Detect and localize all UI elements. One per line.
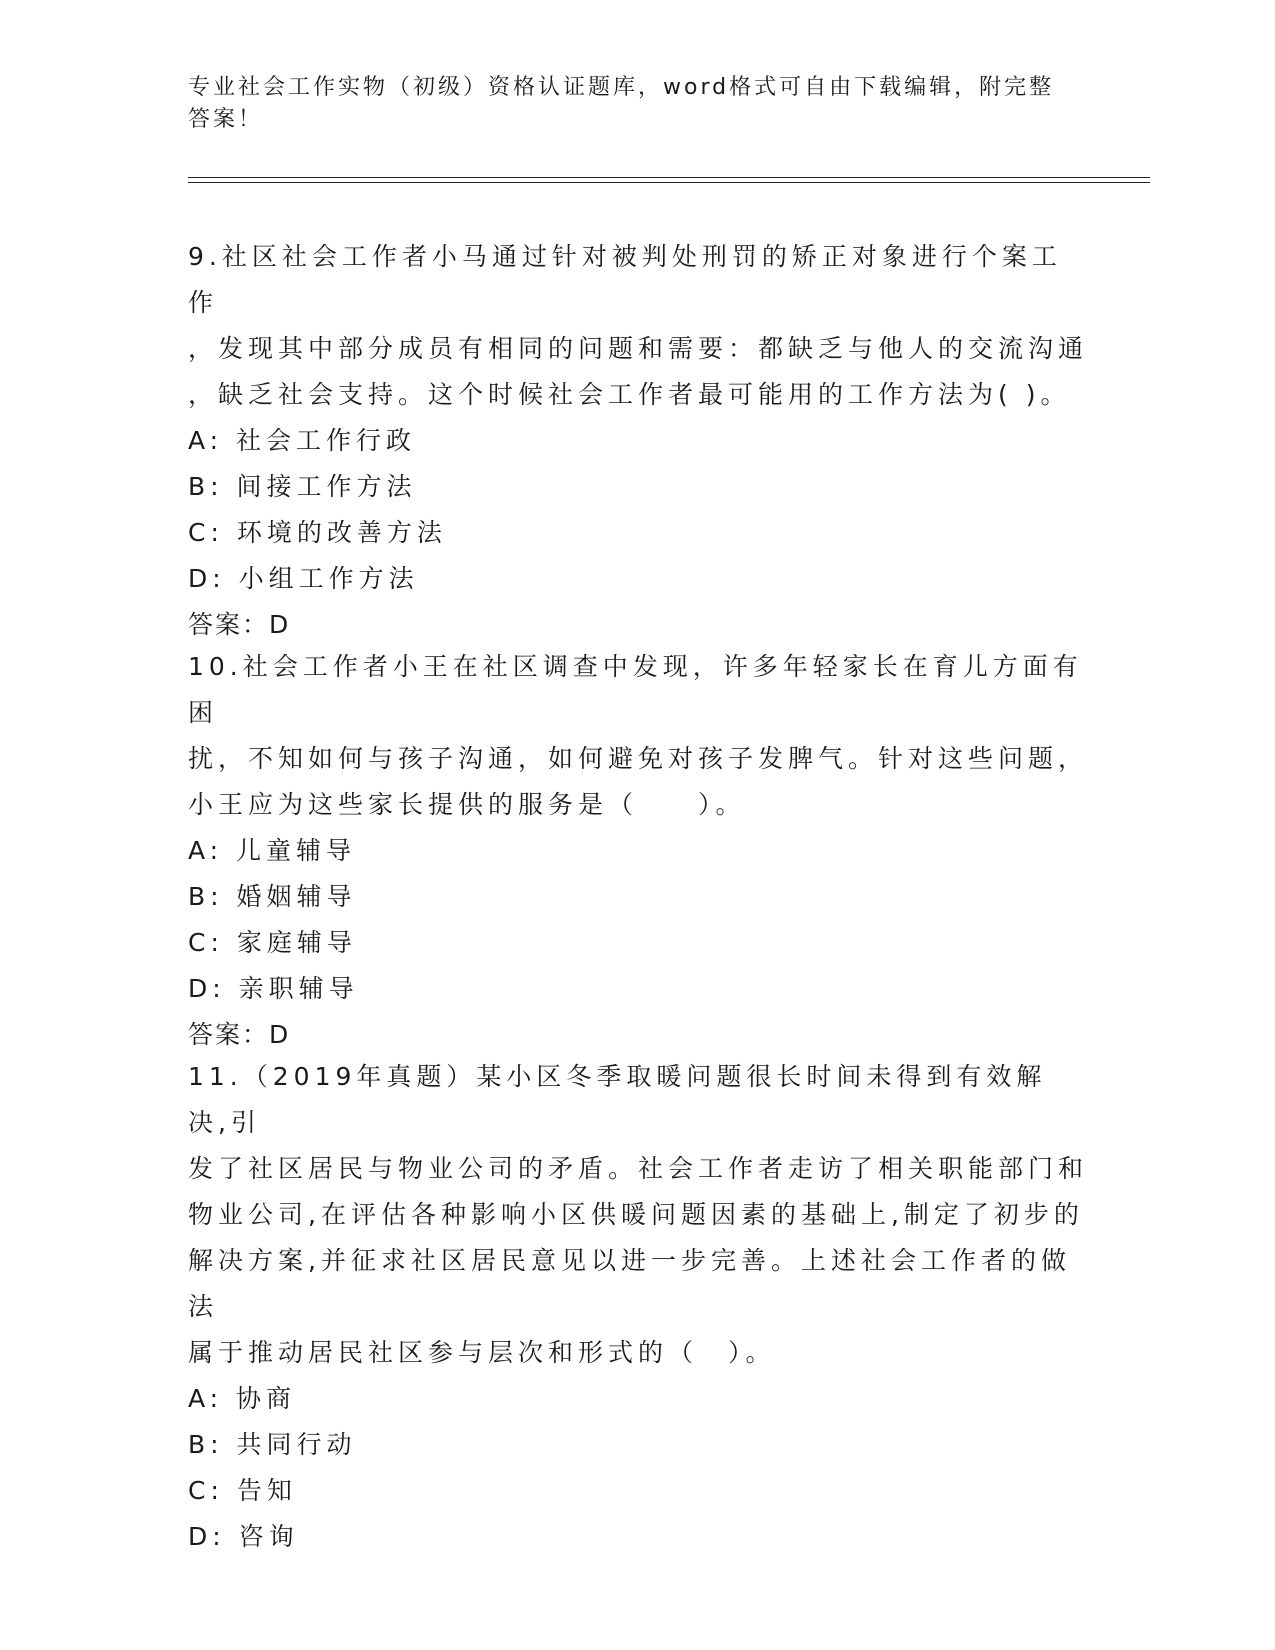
question-stem-line: 发了社区居民与物业公司的矛盾。社会工作者走访了相关职能部门和 [188, 1154, 1089, 1183]
option-d: D: 亲职辅导 [188, 974, 359, 1003]
option-d: D: 小组工作方法 [188, 564, 419, 593]
option-b: B: 间接工作方法 [188, 472, 417, 501]
document-header: 专业社会工作实物（初级）资格认证题库，word格式可自由下载编辑，附完整答案！ [188, 75, 1055, 132]
option-b: B: 婚姻辅导 [188, 882, 357, 911]
option-d: D: 咨询 [188, 1522, 299, 1551]
option-c: C: 家庭辅导 [188, 928, 357, 957]
option-a: A: 社会工作行政 [188, 426, 417, 455]
question-stem-line: ，缺乏社会支持。这个时候社会工作者最可能用的工作方法为( )。 [188, 380, 1071, 409]
question-9 [188, 234, 1088, 648]
header-divider-top [188, 177, 1150, 178]
question-10 [188, 644, 1088, 1058]
question-stem-line: 解决方案,并征求社区居民意见以进一步完善。上述社会工作者的做法 [188, 1246, 1071, 1321]
answer: 答案：D [188, 1020, 291, 1049]
question-stem-line: 扰，不知如何与孩子沟通，如何避免对孩子发脾气。针对这些问题， [188, 744, 1089, 773]
question-stem-line: 属于推动居民社区参与层次和形式的（ ）。 [188, 1338, 776, 1367]
option-a: A: 协商 [188, 1384, 297, 1413]
question-stem-line: 10.社会工作者小王在社区调查中发现，许多年轻家长在育儿方面有困 [188, 652, 1083, 727]
option-a: A: 儿童辅导 [188, 836, 357, 865]
question-stem-line: 9.社区社会工作者小马通过针对被判处刑罚的矫正对象进行个案工作 [188, 242, 1062, 317]
question-stem-line: 11.（2019年真题）某小区冬季取暖问题很长时间未得到有效解决,引 [188, 1062, 1047, 1137]
answer: 答案：D [188, 610, 291, 639]
question-stem-line: 小王应为这些家长提供的服务是（ ）。 [188, 790, 746, 819]
question-stem-line: ，发现其中部分成员有相同的问题和需要：都缺乏与他人的交流沟通 [188, 334, 1089, 363]
option-c: C: 告知 [188, 1476, 297, 1505]
header-divider-bottom [188, 182, 1150, 183]
option-b: B: 共同行动 [188, 1430, 357, 1459]
option-c: C: 环境的改善方法 [188, 518, 447, 547]
question-11 [188, 1054, 1088, 1560]
question-stem-line: 物业公司,在评估各种影响小区供暖问题因素的基础上,制定了初步的 [188, 1200, 1084, 1229]
